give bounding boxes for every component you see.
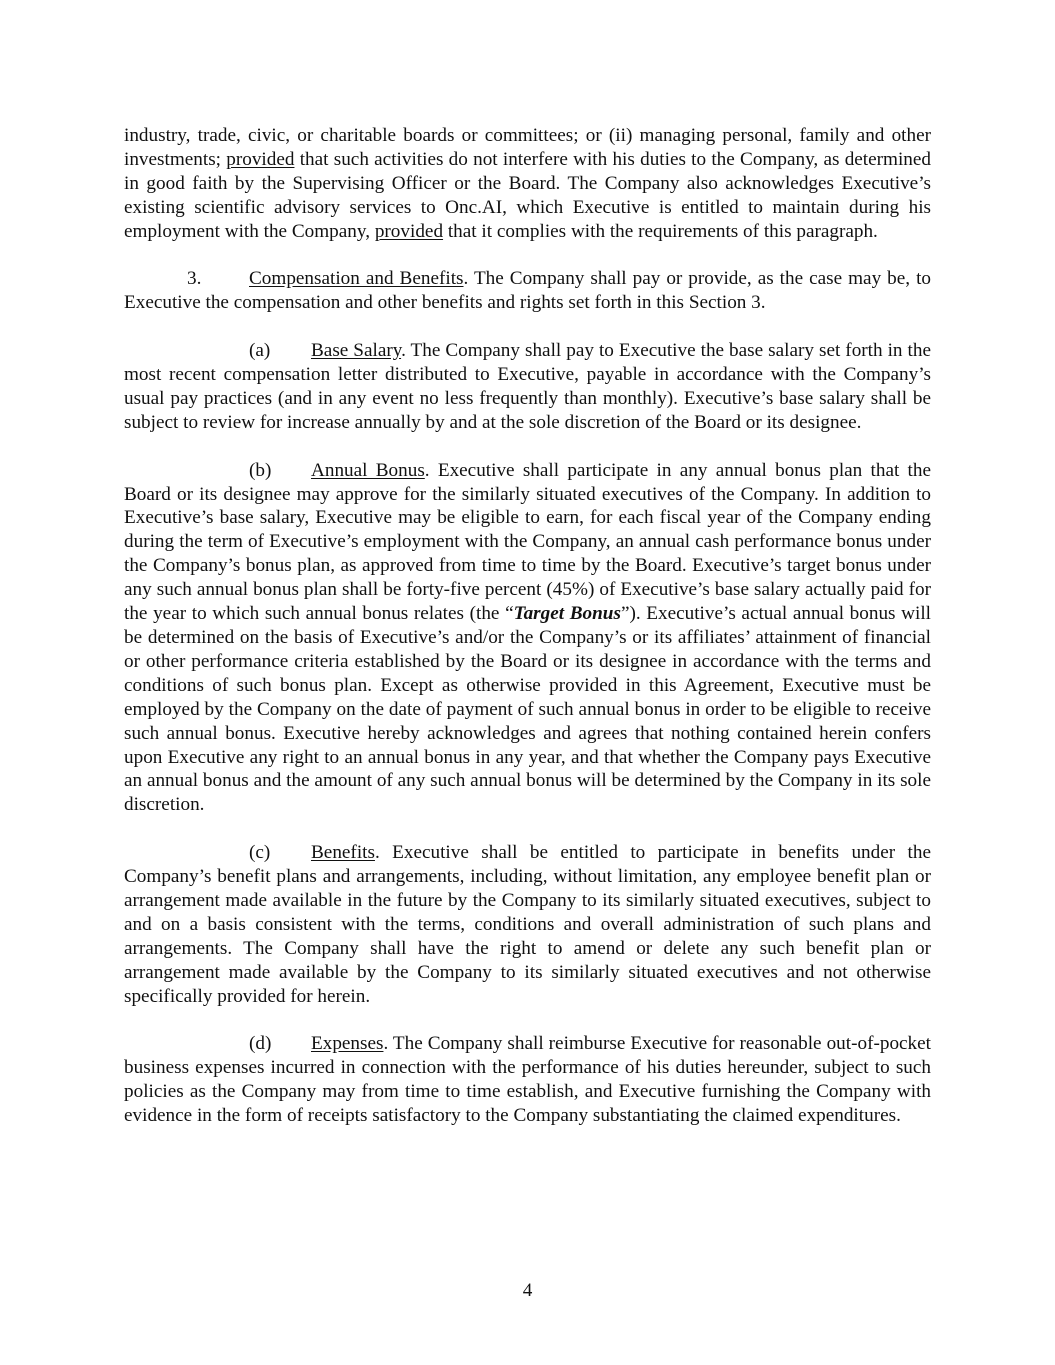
subsection-heading: Benefits [311,842,375,864]
paragraph-text: industry, trade, civic, or charitable boards or committees; or (ii) managing personal, family and other investments; [124,125,931,170]
paragraph-outside-activities [124,124,931,244]
subsection-a-base-salary [124,339,931,435]
subsection-heading: Base Salary [311,340,402,362]
section-number: 3. [187,268,202,290]
subsection-heading: Annual Bonus [311,459,425,481]
subsection-text: ”). Executive’s actual annual bonus will be determined on the basis of Executive’s and/or the Company’s or its affiliates’ attainment of financial or other performance criteria established by the Board or its designee in accordance with the terms and conditions of such bonus plan. Except as otherwise provided in this Agreement, Executive must be employed by the Company on the date of payment of such annual bonus in order to be eligible to receive such annual bonus. Executive hereby acknowledges and agrees that nothing contained herein confers upon Executive any right to an annual bonus in any year, and that whether the Company pays Executive an annual bonus and the amount of any such annual bonus will be determined by the Company in its sole discretion. [124,603,931,816]
subsection-number: (d) [249,1033,272,1055]
subsection-b-annual-bonus [124,459,931,818]
provided-term: provided [374,220,444,242]
defined-term: Target Bonus [513,603,621,625]
section-text: . The Company shall pay or provide, as the case may be, to Executive the compensation and other benefits and rights set forth in this Section 3. [124,268,931,314]
subsection-number: (b) [249,459,272,481]
subsection-c-benefits [124,841,931,1008]
section-heading: Compensation and Benefits [249,268,464,290]
subsection-d-expenses [124,1032,931,1128]
subsection-text: . Executive shall be entitled to participate in benefits under the Company’s benefit plans and arrangements, including, without limitation, any employee benefit plan or arrangement made available in the future by the Company to its similarly situated executives, subject to and on a basis consistent with the terms, conditions and overall administration of such plans and arrangements. The Company shall have the right to amend or delete any such benefit plan or arrangement made available by the Company to its similarly situated executives and not otherwise specifically provided for herein. [124,842,931,1007]
page-number: 4 [522,1280,533,1301]
subsection-text: . Executive shall participate in any annual bonus plan that the Board or its designee may approve for the similarly situated executives of the Company. In addition to Executive’s base salary, Executive may be eligible to earn, for each fiscal year of the Company ending during the term of Executive’s employment with the Company, an annual cash performance bonus under the Company’s bonus plan, as approved from time to time by the Board. Executive’s target bonus under any such annual bonus plan shall be forty-five percent (45%) of Executive’s base salary actually paid for the year to which such annual bonus relates (the “ [124,459,932,625]
subsection-text: . The Company shall pay to Executive the base salary set forth in the most recent compensation letter distributed to Executive, payable in accordance with the Company’s usual pay practices (and in any event no less frequently than monthly). Executive’s base salary shall be subject to review for increase annually by and at the sole discretion of the Board or its designee. [124,340,931,433]
section-3-compensation [124,267,931,315]
subsection-text: . The Company shall reimburse Executive for reasonable out-of-pocket business expenses incurred in connection with the performance of his duties hereunder, subject to such policies as the Company may from time to time establish, and Executive furnishing the Company with evidence in the form of receipts satisfactory to the Company substantiating the claimed expenditures. [124,1033,931,1127]
document-page [124,124,931,1128]
provided-term: provided [226,148,295,170]
paragraph-text: that it complies with the requirements of this paragraph. [443,220,878,242]
subsection-heading: Expenses [311,1033,384,1055]
subsection-number: (a) [249,340,271,362]
subsection-number: (c) [249,842,271,864]
paragraph-text: that such activities do not interfere with his duties to the Company, as determined in good faith by the Supervising Officer or the Board. The Company also acknowledges Executive’s existing scientific advisory services to Onc.AI, which Executive is entitled to maintain during his employment with the Company, [124,148,931,242]
